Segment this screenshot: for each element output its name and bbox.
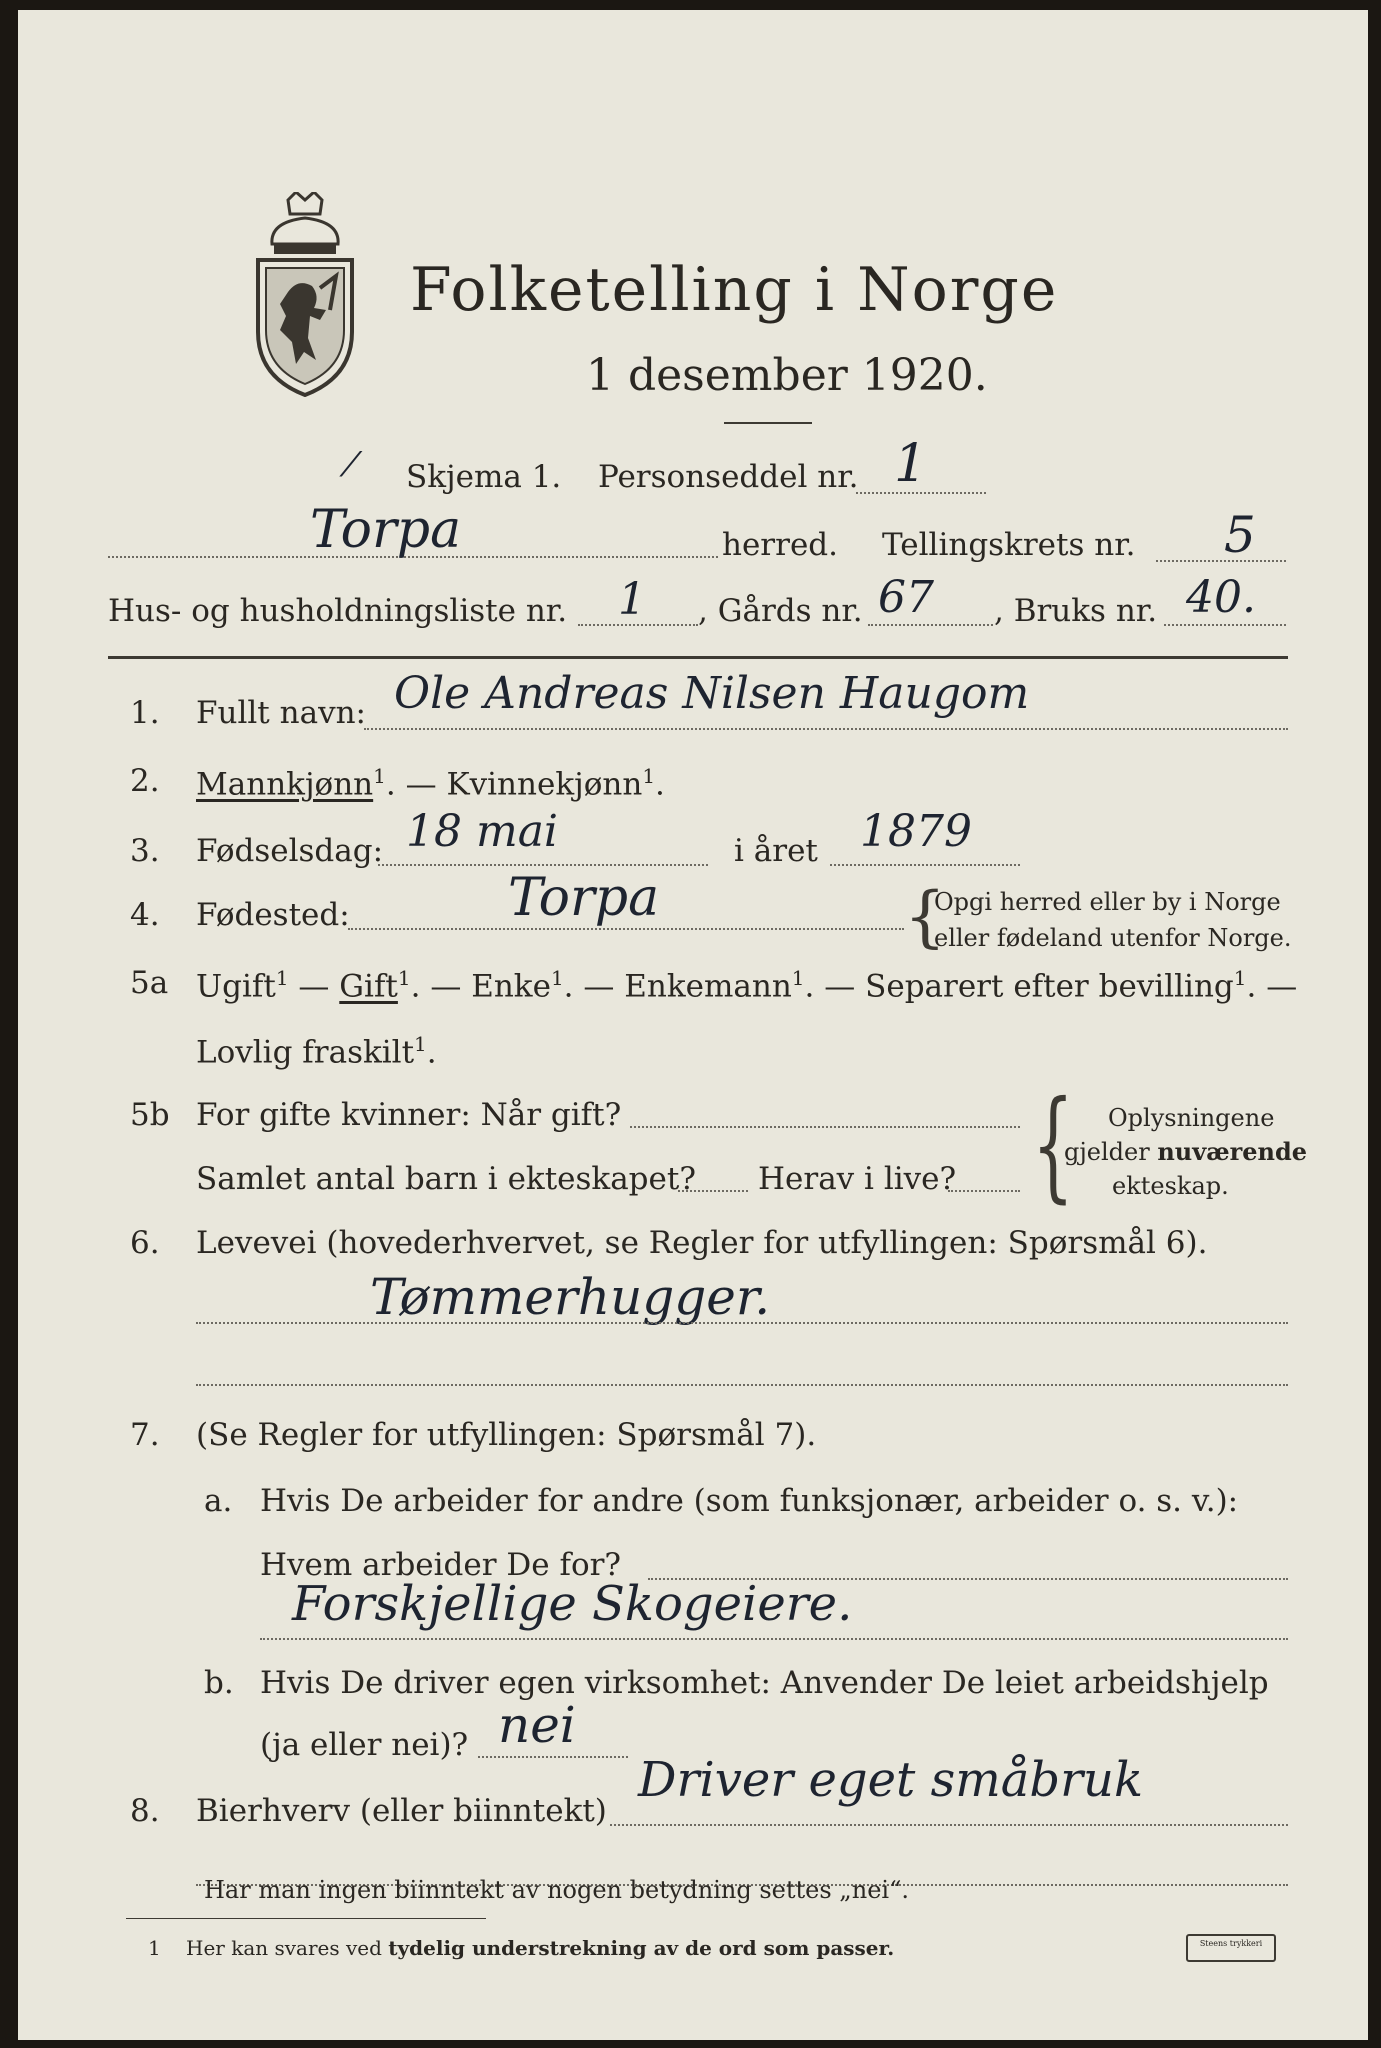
bruks-label: , Bruks nr.	[994, 593, 1158, 629]
q7b-number: b.	[204, 1665, 234, 1701]
tellingskrets-value: 5	[1224, 506, 1256, 564]
q5b-note-brace: {	[1032, 1076, 1074, 1215]
female-option: Kvinnekjønn	[446, 766, 643, 803]
year-label: i året	[734, 833, 818, 869]
birthday-value: 18 mai	[406, 806, 559, 857]
q4-note-line2: eller fødeland utenfor Norge.	[934, 924, 1292, 952]
q7a-line2	[260, 1638, 1288, 1640]
q5b-label2: Samlet antal barn i ekteskapet?	[196, 1161, 696, 1197]
q7-label: (Se Regler for utfyllingen: Spørsmål 7).	[196, 1417, 817, 1453]
q5a-options: Ugift$^1$ — Gift$^1$. — Enke$^1$. — Enkemann$^1$. — Separert efter bevilling$^1$. —	[196, 966, 1298, 1005]
q3-number: 3.	[130, 833, 160, 869]
footnote-text: Her kan svares ved tydelig understrekning av de ord som passer.	[186, 1936, 895, 1960]
gards-value: 67	[878, 572, 934, 623]
gards-label: , Gårds nr.	[698, 593, 863, 629]
q4-note-line1: Opgi herred eller by i Norge	[934, 888, 1281, 916]
herred-value: Torpa	[310, 500, 462, 560]
personseddel-value: 1	[894, 434, 928, 494]
q7a-number: a.	[204, 1483, 233, 1519]
year-line	[830, 864, 1020, 866]
hired-help-value: nei	[498, 1696, 576, 1754]
schema-label: Skjema 1.	[406, 459, 562, 495]
q6-line2	[196, 1384, 1288, 1386]
footer-note: Har man ingen biinntekt av nogen betydning settes „nei“.	[204, 1876, 909, 1904]
margin-tick-mark: ⁄	[348, 445, 354, 485]
q7b-question: (ja eller nei)?	[260, 1727, 469, 1763]
q5b-married-line	[630, 1126, 1020, 1128]
tellingskrets-line	[1156, 560, 1286, 562]
q6-number: 6.	[130, 1225, 160, 1261]
census-date: 1 desember 1920.	[586, 350, 988, 401]
q5b-children-line	[678, 1190, 748, 1192]
q1-label: Fullt navn:	[196, 695, 366, 731]
personseddel-label: Personseddel nr.	[598, 459, 859, 495]
q5b-number: 5b	[130, 1097, 170, 1133]
form-title: Folketelling i Norge	[410, 255, 1059, 325]
gards-line	[868, 624, 993, 626]
q7a-label: Hvis De arbeider for andre (som funksjonær, arbeider o. s. v.):	[260, 1483, 1239, 1519]
printer-stamp: Steens trykkeri	[1186, 1934, 1276, 1962]
q8-number: 8.	[130, 1793, 160, 1829]
birthplace-value: Torpa	[508, 868, 660, 928]
q3-label: Fødselsdag:	[196, 833, 384, 869]
q5b-note-line1: Oplysningene	[1108, 1104, 1275, 1132]
q6-label: Levevei (hovederhvervet, se Regler for utfyllingen: Spørsmål 6).	[196, 1225, 1208, 1261]
q7a-question: Hvem arbeider De for?	[260, 1547, 622, 1583]
q5a-number: 5a	[130, 965, 169, 1001]
census-form-page	[18, 10, 1368, 2040]
footnote-divider	[126, 1918, 486, 1919]
q5b-note-line2: gjelder nuværende	[1064, 1137, 1308, 1166]
tellingskrets-label: Tellingskrets nr.	[882, 527, 1136, 563]
title-divider	[724, 422, 812, 424]
q5b-label1: For gifte kvinner: Når gift?	[196, 1097, 622, 1133]
q4-note-brace: {	[904, 878, 946, 955]
q7-number: 7.	[130, 1417, 160, 1453]
q4-label: Fødested:	[196, 897, 350, 933]
side-occupation-value: Driver eget småbruk	[638, 1752, 1144, 1808]
q8-line	[610, 1824, 1288, 1826]
occupation-value: Tømmerhugger.	[370, 1268, 771, 1326]
q5b-alive-line	[948, 1190, 1020, 1192]
q1-line	[364, 728, 1288, 730]
q1-number: 1.	[130, 695, 160, 731]
q6-line1	[196, 1322, 1288, 1324]
employer-value: Forskjellige Skogeiere.	[292, 1576, 853, 1632]
gift-option: Gift	[339, 968, 398, 1005]
bruks-line	[1164, 624, 1286, 626]
q5b-label3: Herav i live?	[758, 1161, 957, 1197]
hus-label: Hus- og husholdningsliste nr.	[108, 593, 568, 629]
coat-of-arms-lion-icon	[250, 192, 360, 397]
birthday-line	[378, 864, 708, 866]
q2-number: 2.	[130, 763, 160, 799]
bruks-value: 40.	[1186, 572, 1256, 623]
hus-value: 1	[618, 574, 646, 625]
q7b-line	[478, 1756, 628, 1758]
q4-number: 4.	[130, 897, 160, 933]
q2-options: Mannkjønn$^1$. — Kvinnekjønn$^1$.	[196, 764, 665, 803]
male-option: Mannkjønn	[196, 766, 374, 803]
herred-label: herred.	[722, 527, 838, 563]
q5b-note-line3: ekteskap.	[1112, 1172, 1229, 1200]
q7b-label: Hvis De driver egen virksomhet: Anvender De leiet arbeidshjelp	[260, 1665, 1269, 1701]
q8-label: Bierhverv (eller biinntekt)	[196, 1793, 607, 1829]
footnote-mark: 1	[148, 1936, 161, 1960]
header-divider	[108, 656, 1288, 659]
q5a-fraskilt: Lovlig fraskilt$^1$.	[196, 1032, 437, 1071]
birthplace-line	[348, 928, 904, 930]
year-value: 1879	[860, 806, 972, 857]
full-name-value: Ole Andreas Nilsen Haugom	[394, 668, 1030, 719]
